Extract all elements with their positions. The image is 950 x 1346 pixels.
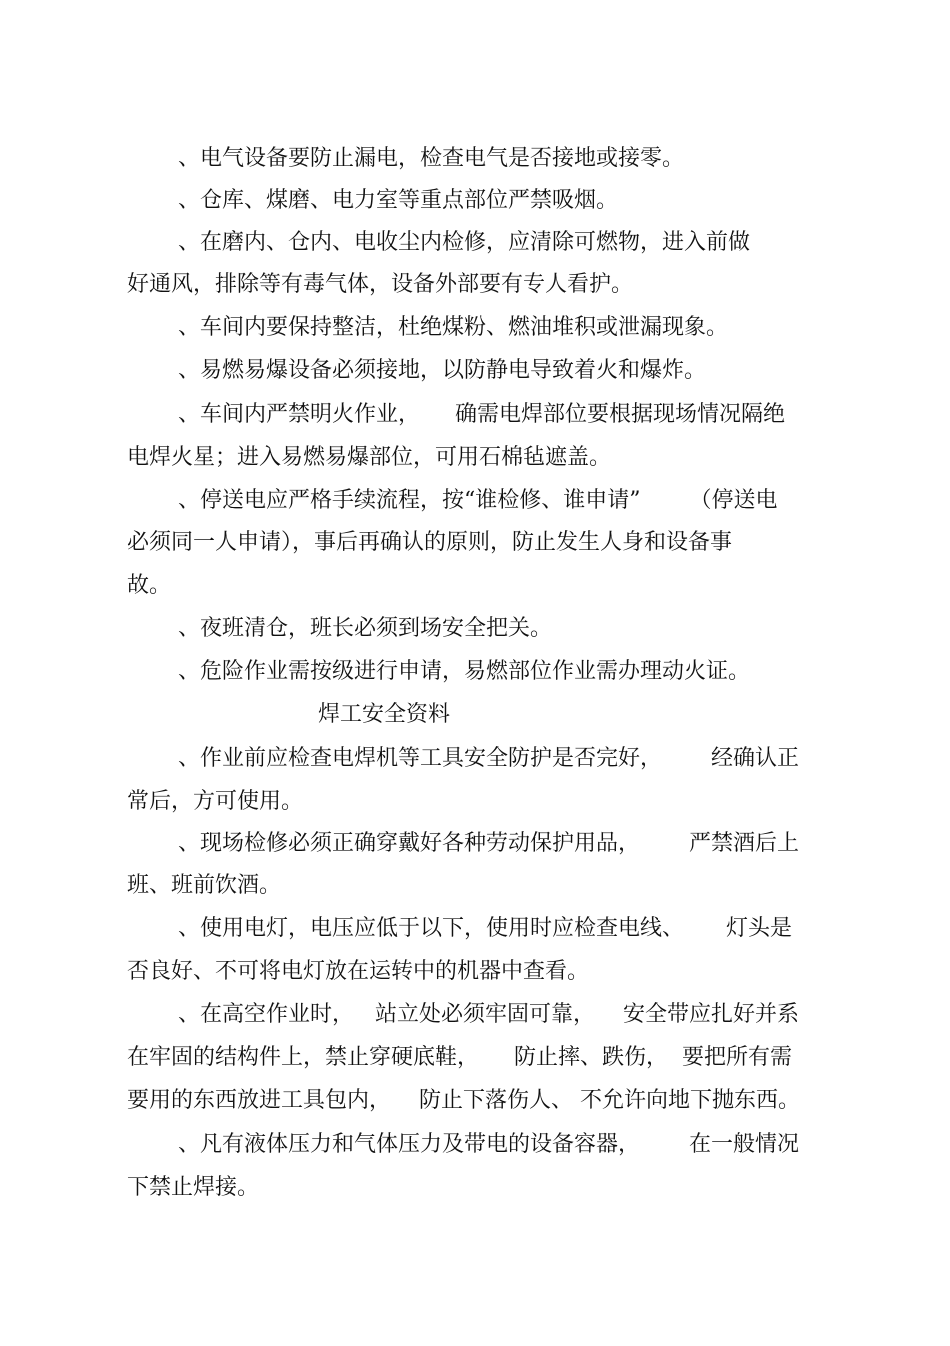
paragraph-line: 、凡有液体压力和气体压力及带电的设备容器， 在一般情况 xyxy=(178,1132,799,1157)
paragraph-line: 常后，方可使用。 xyxy=(127,789,304,814)
paragraph-line: 、停送电应严格手续流程，按“谁检修、谁申请” （停送电 xyxy=(178,488,778,513)
paragraph-line: 电焊火星；进入易燃易爆部位，可用石棉毡遮盖。 xyxy=(127,445,612,470)
paragraph-line: 、易燃易爆设备必须接地，以防静电导致着火和爆炸。 xyxy=(178,358,707,383)
paragraph-line: 、电气设备要防止漏电，检查电气是否接地或接零。 xyxy=(178,146,685,171)
paragraph-line: 、现场检修必须正确穿戴好各种劳动保护用品， 严禁酒后上 xyxy=(178,831,799,856)
paragraph-line: 、夜班清仓，班长必须到场安全把关。 xyxy=(178,616,553,641)
paragraph-line: 、作业前应检查电焊机等工具安全防护是否完好， 经确认正 xyxy=(178,746,799,771)
paragraph-line: 下禁止焊接。 xyxy=(127,1175,260,1200)
paragraph-line: 故。 xyxy=(127,573,172,598)
paragraph-line: 、在高空作业时， 站立处必须牢固可靠， 安全带应扎好并系 xyxy=(178,1002,799,1027)
paragraph-line: 要用的东西放进工具包内， 防止下落伤人、 不允许向地下抛东西。 xyxy=(127,1088,800,1113)
paragraph-line: 、在磨内、仓内、电收尘内检修，应清除可燃物，进入前做 xyxy=(178,230,751,255)
paragraph-line: 必须同一人申请），事后再确认的原则，防止发生人身和设备事 xyxy=(127,530,733,555)
paragraph-line: 班、班前饮酒。 xyxy=(127,873,282,898)
paragraph-line: 好通风，排除等有毒气体，设备外部要有专人看护。 xyxy=(127,272,634,297)
paragraph-line: 、仓库、煤磨、电力室等重点部位严禁吸烟。 xyxy=(178,188,619,213)
paragraph-line: 、使用电灯，电压应低于以下，使用时应检查电线、 灯头是 xyxy=(178,916,792,941)
paragraph-line: 、危险作业需按级进行申请，易燃部位作业需办理动火证。 xyxy=(178,659,751,684)
paragraph-line: 在牢固的结构件上，禁止穿硬底鞋， 防止摔、跌伤， 要把所有需 xyxy=(127,1045,792,1070)
section-title: 焊工安全资料 xyxy=(318,702,451,727)
paragraph-line: 否良好、不可将电灯放在运转中的机器中查看。 xyxy=(127,959,590,984)
paragraph-line: 、车间内严禁明火作业， 确需电焊部位要根据现场情况隔绝 xyxy=(178,402,785,427)
paragraph-line: 、车间内要保持整洁，杜绝煤粉、燃油堆积或泄漏现象。 xyxy=(178,315,729,340)
